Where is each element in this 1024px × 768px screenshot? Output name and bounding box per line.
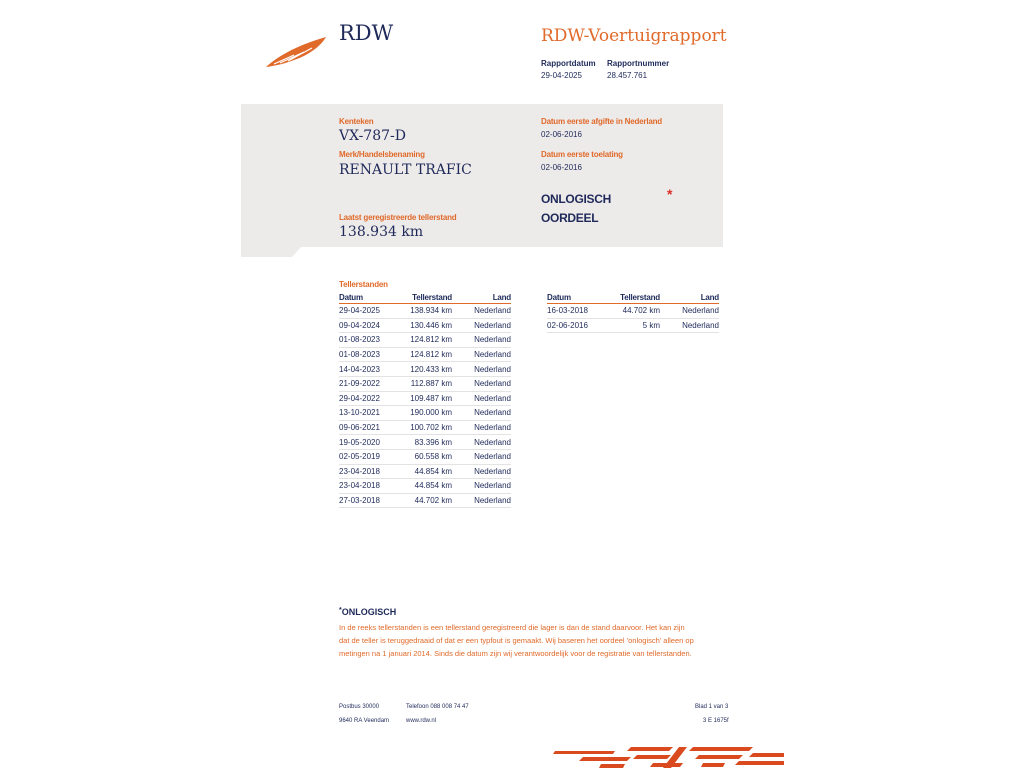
row-country: Nederland xyxy=(452,479,511,494)
table-row xyxy=(547,318,719,333)
table-row xyxy=(339,435,511,450)
row-country: Nederland xyxy=(452,406,511,421)
table-row xyxy=(339,333,511,348)
table-row xyxy=(339,391,511,406)
row-country: Nederland xyxy=(452,449,511,464)
row-odometer: 83.396 km xyxy=(399,435,452,450)
table-row xyxy=(339,318,511,333)
row-country: Nederland xyxy=(452,304,511,319)
row-country: Nederland xyxy=(452,347,511,362)
row-odometer: 124.812 km xyxy=(399,333,452,348)
report-title: RDW-Voertuigrapport xyxy=(541,26,727,46)
table-row xyxy=(547,304,719,319)
table-row xyxy=(339,449,511,464)
footer-page-number: Blad 1 van 3 xyxy=(695,704,729,710)
footer-phone: Telefoon 088 008 74 47 xyxy=(406,704,469,710)
table-row xyxy=(339,406,511,421)
make-label: Merk/Handelsbenaming xyxy=(339,150,425,159)
row-date: 16-03-2018 xyxy=(547,304,607,319)
row-odometer: 190.000 km xyxy=(399,406,452,421)
row-odometer: 44.854 km xyxy=(399,464,452,479)
odo-value: 138.934 km xyxy=(339,224,424,240)
row-country: Nederland xyxy=(452,464,511,479)
row-country: Nederland xyxy=(452,420,511,435)
row-country: Nederland xyxy=(452,362,511,377)
row-date: 29-04-2025 xyxy=(339,304,399,319)
row-odometer: 44.702 km xyxy=(399,493,452,508)
row-date: 02-06-2016 xyxy=(547,318,607,333)
verdict-line-1: ONLOGISCH xyxy=(541,192,611,206)
table-row xyxy=(339,464,511,479)
footer-code: 3 E 1675f xyxy=(703,718,729,724)
row-date: 27-03-2018 xyxy=(339,493,399,508)
row-date: 01-08-2023 xyxy=(339,333,399,348)
table-row xyxy=(339,304,511,319)
row-country: Nederland xyxy=(660,304,719,319)
report-number-label: Rapportnummer xyxy=(607,59,670,68)
table-header-row xyxy=(339,293,511,304)
row-date: 09-06-2021 xyxy=(339,420,399,435)
table-row xyxy=(339,493,511,508)
row-odometer: 124.812 km xyxy=(399,347,452,362)
row-odometer: 120.433 km xyxy=(399,362,452,377)
column-header-tellerstand: Tellerstand xyxy=(607,293,660,304)
row-date: 14-04-2023 xyxy=(339,362,399,377)
row-date: 02-05-2019 xyxy=(339,449,399,464)
table-row xyxy=(339,376,511,391)
row-odometer: 60.558 km xyxy=(399,449,452,464)
row-country: Nederland xyxy=(452,318,511,333)
first-issue-nl-label: Datum eerste afgifte in Nederland xyxy=(541,117,662,126)
first-admission-label: Datum eerste toelating xyxy=(541,150,623,159)
table-row xyxy=(339,347,511,362)
footnote-title: ONLOGISCH xyxy=(341,607,397,617)
footnote-line-3: metingen na 1 januari 2014. Sinds die datum zijn wij verantwoordelijk voor de registratie van tellerstanden. xyxy=(339,649,692,658)
row-odometer: 130.446 km xyxy=(399,318,452,333)
odometer-table-left xyxy=(339,293,511,508)
row-date: 23-04-2018 xyxy=(339,464,399,479)
odometer-section-title: Tellerstanden xyxy=(339,280,388,289)
column-header-datum: Datum xyxy=(547,293,607,304)
row-odometer: 112.887 km xyxy=(399,376,452,391)
plate-value: VX-787-D xyxy=(339,128,406,144)
row-date: 19-05-2020 xyxy=(339,435,399,450)
row-country: Nederland xyxy=(452,435,511,450)
row-date: 13-10-2021 xyxy=(339,406,399,421)
table-row xyxy=(339,362,511,377)
odometer-table-right xyxy=(547,293,719,333)
table-row xyxy=(339,420,511,435)
first-issue-nl-value: 02-06-2016 xyxy=(541,130,582,139)
row-country: Nederland xyxy=(452,333,511,348)
rdw-feather-logo xyxy=(264,34,332,70)
brand-name: RDW xyxy=(339,21,394,45)
row-country: Nederland xyxy=(452,493,511,508)
make-value: RENAULT TRAFIC xyxy=(339,162,472,178)
row-odometer: 44.702 km xyxy=(607,304,660,319)
row-odometer: 109.487 km xyxy=(399,391,452,406)
row-date: 21-09-2022 xyxy=(339,376,399,391)
column-header-land: Land xyxy=(452,293,511,304)
row-odometer: 100.702 km xyxy=(399,420,452,435)
row-country: Nederland xyxy=(452,391,511,406)
footer-web-link[interactable]: www.rdw.nl xyxy=(406,718,437,724)
footnote-mark: * xyxy=(339,607,342,614)
footnote-line-2: dat de teller is teruggedraaid of dat er een typfout is gemaakt. Wij baseren het oordeel 'onlogisch' alleen op xyxy=(339,636,694,645)
verdict-asterisk: * xyxy=(667,186,673,202)
footer-postbus: Postbus 30000 xyxy=(339,704,380,710)
row-date: 23-04-2018 xyxy=(339,479,399,494)
row-odometer: 44.854 km xyxy=(399,479,452,494)
table-header-row xyxy=(547,293,719,304)
column-header-tellerstand: Tellerstand xyxy=(399,293,452,304)
odo-label: Laatst geregistreerde tellerstand xyxy=(339,213,457,222)
row-date: 09-04-2024 xyxy=(339,318,399,333)
table-row xyxy=(339,479,511,494)
summary-band-tab xyxy=(241,247,301,257)
verdict-line-2: OORDEEL xyxy=(541,211,599,225)
report-date-label: Rapportdatum xyxy=(541,59,596,68)
row-date: 29-04-2022 xyxy=(339,391,399,406)
row-country: Nederland xyxy=(660,318,719,333)
footnote-line-1: In de reeks tellerstanden is een tellerstand geregistreerd die lager is dan de stand daarvoor. Het kan zijn xyxy=(339,623,685,632)
column-header-datum: Datum xyxy=(339,293,399,304)
row-odometer: 5 km xyxy=(607,318,660,333)
plate-label: Kenteken xyxy=(339,117,374,126)
first-admission-value: 02-06-2016 xyxy=(541,163,582,172)
row-country: Nederland xyxy=(452,376,511,391)
column-header-land: Land xyxy=(660,293,719,304)
report-date: 29-04-2025 xyxy=(541,71,582,80)
report-number: 28.457.761 xyxy=(607,71,648,80)
footer-city: 9640 RA Veendam xyxy=(339,718,390,724)
decorative-stripes xyxy=(553,745,784,768)
row-date: 01-08-2023 xyxy=(339,347,399,362)
row-odometer: 138.934 km xyxy=(399,304,452,319)
footnote-heading xyxy=(339,607,396,617)
